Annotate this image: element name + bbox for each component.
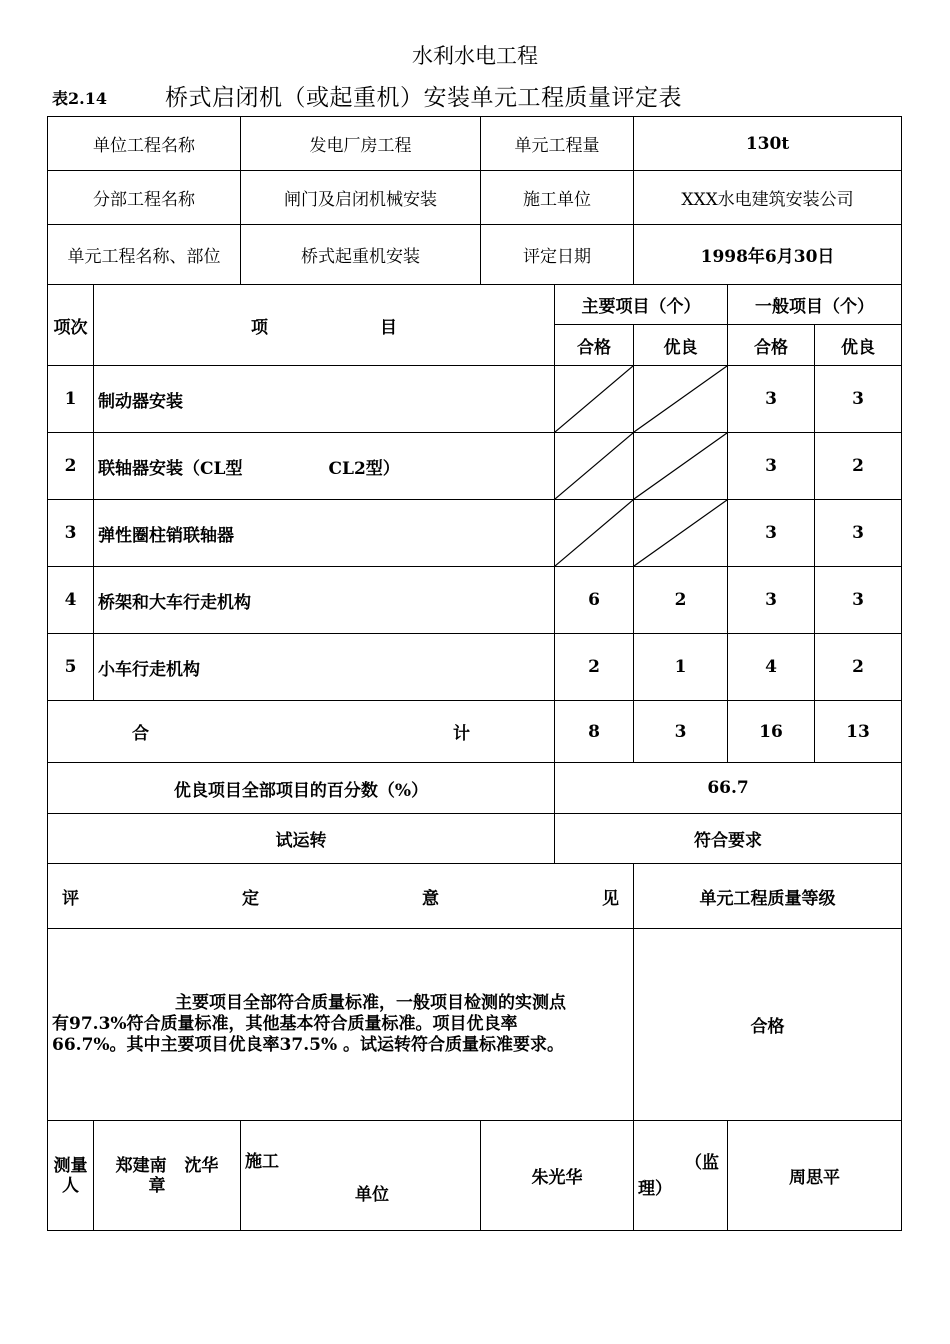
row-no: 4 xyxy=(48,567,94,634)
percent-value: 66.7 xyxy=(555,763,902,814)
info-row-3 xyxy=(48,225,902,285)
construction-label-a: 施工 xyxy=(245,1152,279,1172)
totals-row xyxy=(48,701,902,763)
element-value: 桥式起重机安装 xyxy=(241,225,481,285)
main-good-value: 1 xyxy=(634,634,728,701)
general-good-value: 3 xyxy=(815,366,902,433)
quality-grade-label: 单元工程质量等级 xyxy=(634,864,902,929)
assessment-char-3: 意 xyxy=(422,888,439,909)
assessment-char-1: 评 xyxy=(62,888,79,909)
assessment-char-4: 见 xyxy=(602,888,619,909)
surveyor-stamp: 章 xyxy=(148,1175,166,1196)
row-no: 3 xyxy=(48,500,94,567)
table-row xyxy=(48,567,902,634)
info-row-2 xyxy=(48,171,902,225)
general-pass-value: 3 xyxy=(728,433,815,500)
general-pass-value: 3 xyxy=(728,366,815,433)
main-good-na xyxy=(634,366,728,433)
supertitle: 水利水电工程 xyxy=(412,44,538,68)
totals-label-b: 计 xyxy=(453,724,470,744)
quantity-value: 130t xyxy=(634,117,902,171)
supervision-label-b: 理） xyxy=(638,1178,672,1199)
header-row-1 xyxy=(48,285,902,325)
construction-signer: 朱光华 xyxy=(481,1121,634,1231)
row-name-part-b: CL2型） xyxy=(328,458,400,479)
row-no: 2 xyxy=(48,433,94,500)
sub-project-value: 闸门及启闭机械安装 xyxy=(241,171,481,225)
date-label: 评定日期 xyxy=(481,225,634,285)
item-header-a: 项 xyxy=(251,317,269,338)
main-items-header: 主要项目（个） xyxy=(555,285,728,325)
assessment-header-row xyxy=(48,864,902,929)
contractor-value: XXX水电建筑安装公司 xyxy=(634,171,902,225)
total-main-good: 3 xyxy=(634,701,728,763)
main-pass-na xyxy=(555,433,634,500)
row-name-part-a: 联轴器安装（CL型 xyxy=(98,458,243,479)
total-general-pass: 16 xyxy=(728,701,815,763)
general-good-value: 3 xyxy=(815,500,902,567)
info-row-1 xyxy=(48,117,902,171)
general-pass-value: 3 xyxy=(728,500,815,567)
general-items-header: 一般项目（个） xyxy=(728,285,902,325)
quality-assessment-table xyxy=(47,116,902,1231)
trial-row xyxy=(48,814,902,864)
main-pass-value: 6 xyxy=(555,567,634,634)
quality-grade-value: 合格 xyxy=(634,929,902,1121)
opinion-line-2: 有97.3%符合质量标准，其他基本符合质量标准。项目优良率 xyxy=(52,1014,518,1034)
main-good-header: 优良 xyxy=(634,325,728,366)
assessment-char-2: 定 xyxy=(242,888,259,909)
trial-label: 试运转 xyxy=(48,814,555,864)
general-good-value: 3 xyxy=(815,567,902,634)
general-pass-value: 4 xyxy=(728,634,815,701)
signature-row xyxy=(48,1121,902,1231)
row-name: 小车行走机构 xyxy=(94,634,555,701)
total-general-good: 13 xyxy=(815,701,902,763)
unit-project-value: 发电厂房工程 xyxy=(241,117,481,171)
item-header-b: 目 xyxy=(379,317,397,338)
construction-unit-label xyxy=(241,1121,481,1231)
main-pass-header: 合格 xyxy=(555,325,634,366)
total-main-pass: 8 xyxy=(555,701,634,763)
main-pass-na xyxy=(555,500,634,567)
row-no: 5 xyxy=(48,634,94,701)
table-row xyxy=(48,634,902,701)
main-pass-na xyxy=(555,366,634,433)
general-pass-value: 3 xyxy=(728,567,815,634)
general-good-value: 2 xyxy=(815,634,902,701)
row-name: 弹性圈柱销联轴器 xyxy=(94,500,555,567)
general-good-value: 2 xyxy=(815,433,902,500)
row-name xyxy=(94,433,555,500)
totals-label xyxy=(48,701,555,763)
opinion-line-3: 66.7%。其中主要项目优良率37.5% 。试运转符合质量标准要求。 xyxy=(52,1035,565,1055)
main-good-na xyxy=(634,500,728,567)
sub-project-label: 分部工程名称 xyxy=(48,171,241,225)
opinion-line-1: 主要项目全部符合质量标准，一般项目检测的实测点 xyxy=(175,993,566,1013)
quantity-label: 单元工程量 xyxy=(481,117,634,171)
table-row xyxy=(48,500,902,567)
main-pass-value: 2 xyxy=(555,634,634,701)
assessment-body-row xyxy=(48,929,902,1121)
main-good-na xyxy=(634,433,728,500)
supervision-signer: 周思平 xyxy=(728,1121,902,1231)
general-good-header: 优良 xyxy=(815,325,902,366)
date-value: 1998年6月30日 xyxy=(634,225,902,285)
contractor-label: 施工单位 xyxy=(481,171,634,225)
totals-label-a: 合 xyxy=(132,724,149,744)
page-title: 桥式启闭机（或起重机）安装单元工程质量评定表 xyxy=(165,85,682,111)
supervision-label xyxy=(634,1121,728,1231)
assessment-opinion-label xyxy=(48,864,634,929)
row-name: 桥架和大车行走机构 xyxy=(94,567,555,634)
surveyor-names xyxy=(94,1121,241,1231)
item-header xyxy=(94,285,555,366)
general-pass-header: 合格 xyxy=(728,325,815,366)
supervision-label-a: （监 xyxy=(685,1152,719,1173)
table-number: 表2.14 xyxy=(52,89,107,108)
percent-label: 优良项目全部项目的百分数（%） xyxy=(48,763,555,814)
assessment-opinion xyxy=(48,929,634,1121)
unit-project-label: 单位工程名称 xyxy=(48,117,241,171)
surveyor-label: 测量人 xyxy=(48,1121,94,1231)
table-row xyxy=(48,433,902,500)
percent-row xyxy=(48,763,902,814)
main-good-value: 2 xyxy=(634,567,728,634)
table-row xyxy=(48,366,902,433)
trial-value: 符合要求 xyxy=(555,814,902,864)
row-name: 制动器安装 xyxy=(94,366,555,433)
construction-label-b: 单位 xyxy=(355,1185,389,1205)
seq-header: 项次 xyxy=(48,285,94,366)
row-no: 1 xyxy=(48,366,94,433)
surveyor-name-list: 郑建南 沈华 xyxy=(115,1155,219,1176)
element-label: 单元工程名称、部位 xyxy=(48,225,241,285)
